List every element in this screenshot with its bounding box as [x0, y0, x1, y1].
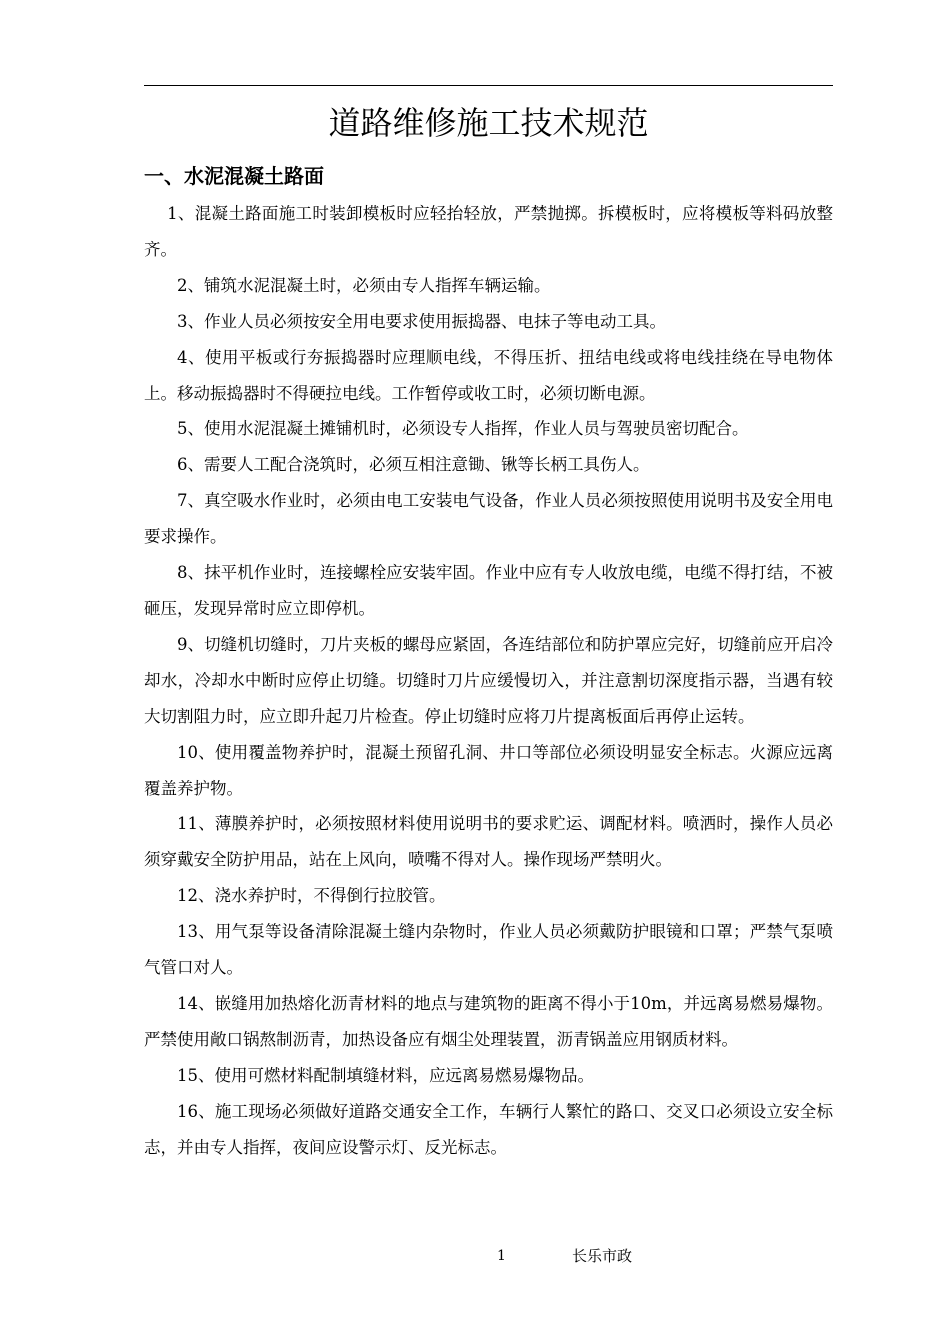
paragraph-13: 13、用气泵等设备清除混凝土缝内杂物时，作业人员必须戴防护眼镜和口罩；严禁气泵喷气管口对人。	[144, 922, 833, 978]
paragraph-15: 15、使用可燃材料配制填缝材料，应远离易燃易爆物品。	[177, 1065, 594, 1085]
document-body	[144, 196, 833, 1165]
paragraph-7: 7、真空吸水作业时，必须由电工安装电气设备，作业人员必须按照使用说明书及安全用电要求操作。	[144, 491, 833, 547]
paragraph-3: 3、作业人员必须按安全用电要求使用振捣器、电抹子等电动工具。	[177, 311, 666, 331]
paragraph-12: 12、浇水养护时，不得倒行拉胶管。	[177, 886, 446, 906]
paragraph-9: 9、切缝机切缝时，刀片夹板的螺母应紧固，各连结部位和防护罩应完好，切缝前应开启冷却水，冷却水中断时应停止切缝。切缝时刀片应缓慢切入，并注意割切深度指示器，当遇有较大切割阻力时，应立即升起刀片检查。停止切缝时应将刀片提离板面后再停止运转。	[144, 634, 833, 726]
page-footer	[0, 1244, 950, 1268]
paragraph-6: 6、需要人工配合浇筑时，必须互相注意锄、锹等长柄工具伤人。	[177, 455, 650, 475]
header-rule	[144, 85, 833, 86]
page-number: 1	[497, 1248, 506, 1264]
footer-organization: 长乐市政	[572, 1247, 633, 1265]
paragraph-1: 1、混凝土路面施工时装卸模板时应轻抬轻放，严禁抛掷。拆模板时，应将模板等料码放整齐。	[144, 204, 833, 259]
document-title: 道路维修施工技术规范	[328, 104, 649, 142]
section-heading: 一、水泥混凝土路面	[144, 164, 324, 188]
paragraph-14: 14、嵌缝用加热熔化沥青材料的地点与建筑物的距离不得小于10m，并远离易燃易爆物。严禁使用敞口锅熬制沥青，加热设备应有烟尘处理装置，沥青锅盖应用钢质材料。	[144, 993, 833, 1049]
paragraph-5: 5、使用水泥混凝土摊铺机时，必须设专人指挥，作业人员与驾驶员密切配合。	[177, 419, 749, 439]
paragraph-4: 4、使用平板或行夯振捣器时应理顺电线，不得压折、扭结电线或将电线挂绕在导电物体上。移动振捣器时不得硬拉电线。工作暂停或收工时，必须切断电源。	[144, 347, 833, 403]
paragraph-16: 16、施工现场必须做好道路交通安全工作，车辆行人繁忙的路口、交叉口必须设立安全标志，并由专人指挥，夜间应设警示灯、反光标志。	[144, 1101, 833, 1157]
paragraph-10: 10、使用覆盖物养护时，混凝土预留孔洞、井口等部位必须设明显安全标志。火源应远离覆盖养护物。	[144, 742, 833, 798]
paragraph-2: 2、铺筑水泥混凝土时，必须由专人指挥车辆运输。	[177, 275, 551, 295]
paragraph-8: 8、抹平机作业时，连接螺栓应安装牢固。作业中应有专人收放电缆，电缆不得打结，不被砸压，发现异常时应立即停机。	[144, 563, 833, 618]
paragraph-11: 11、薄膜养护时，必须按照材料使用说明书的要求贮运、调配材料。喷洒时，操作人员必须穿戴安全防护用品，站在上风向，喷嘴不得对人。操作现场严禁明火。	[144, 814, 833, 870]
